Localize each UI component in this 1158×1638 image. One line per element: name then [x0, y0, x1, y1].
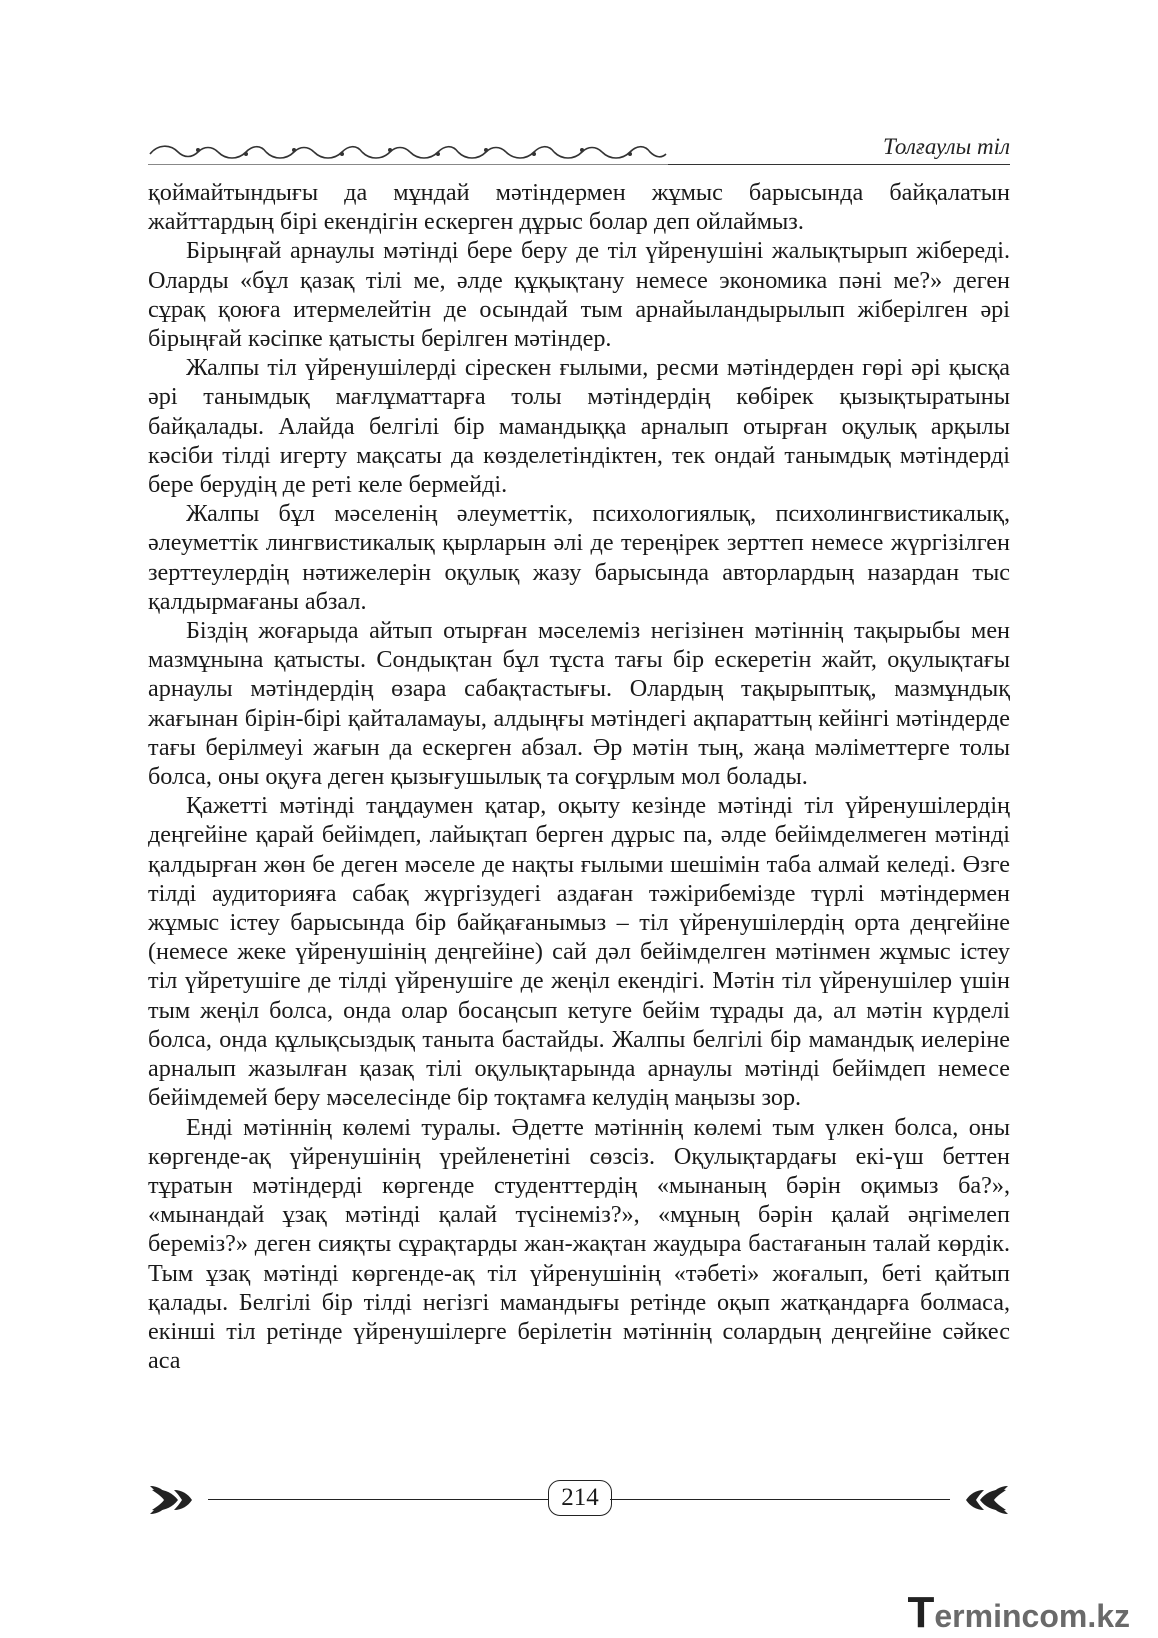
- footer-rule-left: [208, 1499, 548, 1500]
- paragraph: Біздің жоғарыда айтып отырған мәселеміз негізінен мәтіннің тақырыбы мен мазмұнына қатысты. Сондықтан бұл тұста тағы бір ескеретін жайт, оқулықтағы арнаулы мәтіндердің өзара сабақтастығы. Олардың тақырыптық, мазмұндық жағынан бірін-бірі қайталамауы, алдыңғы мәтіндегі ақпараттың кейінгі мәтіндерде тағы берілмеуі жағын да ескерген абзал. Әр мәтін тың, жаңа мәліметтерге толы болса, оны оқуға деген қызығушылық та соғұрлым мол болады.: [148, 617, 1010, 791]
- paragraph: Қажетті мәтінді таңдаумен қатар, оқыту кезінде мәтінді тіл үйренушілердің деңгейіне қарай бейімдеп, лайықтап берген дұрыс па, әлде бейімделмеген мәтінді қалдырған жөн бе деген мәселе де нақты ғылыми шешімін таба алмай келеді. Өзге тілді аудиторияға сабақ жүргізудегі аздаған тәжірибемізде түрлі мәтіндермен жұмыс істеу барысында бір байқағанымыз – тіл үйренушілердің орта деңгейіне (немесе жеке үйренушінің деңгейіне) сай дәл бейімделген мәтінмен жұмыс істеу тіл үйретушіге де тілді үйренушіге де жеңіл екендігі. Мәтін тіл үйренушілер үшін тым жеңіл болса, онда олар босаңсып кетуге бейім тұрады да, ал мәтін күрделі болса, онда құлықсыздық танытa бастайды. Жалпы белгілі бір мамандық иелеріне арналып жазылған қазақ тілі оқулықтарында арнаулы мәтінді бейімдеп немесе бейімдемей беру мәселесінде бір тоқтамға келудің маңызы зор.: [148, 792, 1010, 1112]
- header-rule-left: [148, 164, 668, 165]
- header-rule: [668, 164, 1010, 165]
- page-header: [148, 130, 1010, 170]
- ornament-border-icon: [148, 140, 668, 164]
- site-watermark: [907, 1588, 1130, 1638]
- page-footer: [148, 1480, 1010, 1520]
- leaf-ornament-icon: [148, 1484, 212, 1516]
- paragraph: Жалпы тіл үйренушілерді сірескен ғылыми, ресми мәтіндерден гөрі әрі қысқа әрі танымдық мағлұматтарға толы мәтіндердің көбірек қызықтыратыны байқалады. Алайда белгілі бір мамандыққа арналып отырған оқулық арқылы кәсіби тілді игерту мақсаты да көзделетіндіктен, тек ондай танымдық мәтіндерді бере берудің де реті келе бермейді.: [148, 354, 1010, 499]
- paragraph: Бірыңғай арнаулы мәтінді бере беру де тіл үйренушіні жалықтырып жібереді. Оларды «бұл қазақ тілі ме, әлде құқықтану немесе экономика пәні ме?» деген сұрақ қоюға итермелейтін де осындай тым арнайыландырылып жіберілген әрі бірыңғай кәсіпке қатысты берілген мәтіндер.: [148, 237, 1010, 353]
- paragraph: қоймайтындығы да мұндай мәтіндермен жұмыс барысында байқалатын жайттардың бірі екендігін ескерген дұрыс болар деп ойлаймыз.: [148, 179, 1010, 236]
- watermark-prefix: T: [907, 1588, 935, 1637]
- paragraph: Жалпы бұл мәселенің әлеуметтік, психологиялық, психолингвистикалық, әлеуметтік лингвистикалық қырларын әлі де тереңірек зерттеп немесе жүргізілген зерттеулердің нәтижелерін оқулық жазу барысында авторлардың назардан тыс қалдырмағаны абзал.: [148, 500, 1010, 615]
- page-number: 214: [548, 1480, 612, 1516]
- footer-rule-right: [610, 1499, 950, 1500]
- leaf-ornament-icon: [946, 1484, 1010, 1516]
- watermark-text: ermincom.kz: [934, 1598, 1130, 1634]
- paragraph: Енді мәтіннің көлемі туралы. Әдетте мәтіннің көлемі тым үлкен болса, оны көргенде-ақ үйренушінің үрейленетіні сөзсіз. Оқулықтардағы екі-үш беттен тұратын мәтіндерді көргенде студенттердің «мынаның бәрін оқимыз ба?», «мынандай ұзақ мәтінді қалай түсінеміз?», «мұның бәрін қалай әңгімелеп береміз?» деген сияқты сұрақтарды жан-жақтан жаудыра бастағанын талай көрдік. Тым ұзақ мәтінді көргенде-ақ тіл үйренушінің «тәбеті» жоғалып, беті қайтып қалады. Белгілі бір тілді негізгі мамандығы ретінде оқып жатқандарға болмаса, екінші тіл ретінде үйренушілерге берілетін мәтіннің солардың деңгейіне сәйкес аса: [148, 1113, 1010, 1375]
- body-text: [148, 178, 1010, 1375]
- running-header-title: Толғаулы тіл: [882, 134, 1010, 159]
